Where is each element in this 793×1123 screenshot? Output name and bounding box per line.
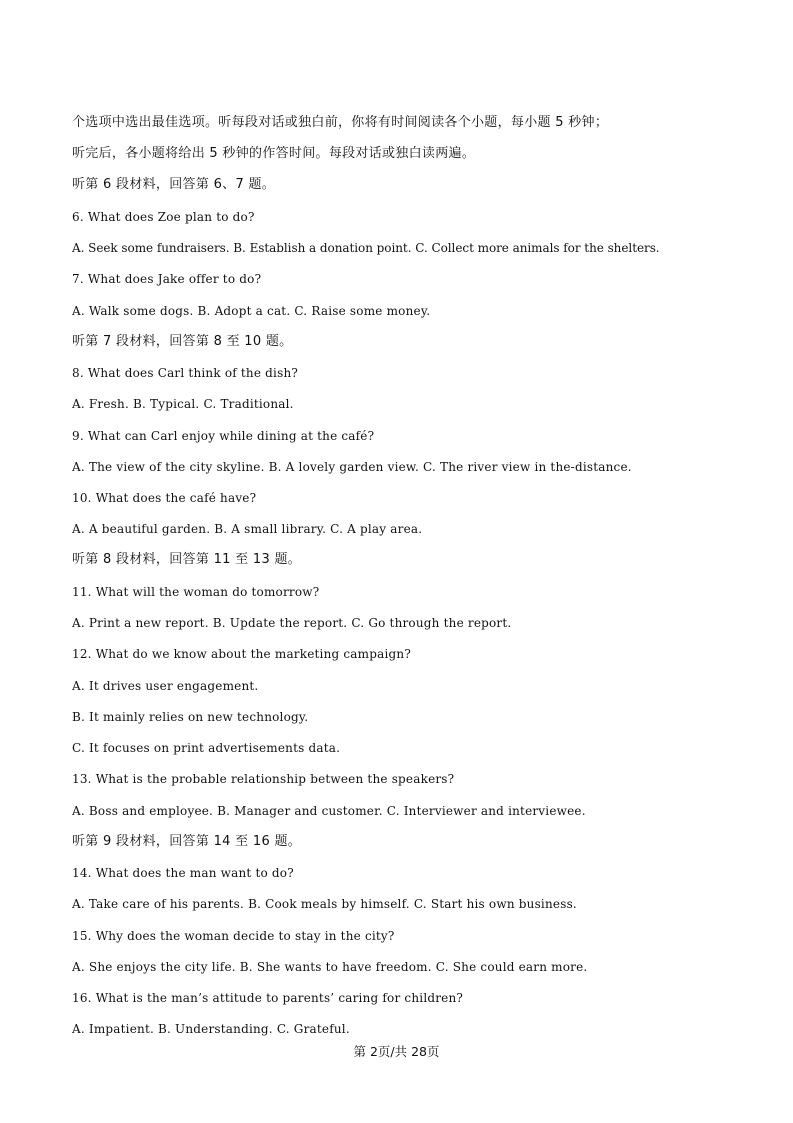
options-13: A. Boss and employee. B. Manager and customer. C. Interviewer and interviewee. (72, 804, 586, 818)
question-11: 11. What will the woman do tomorrow? (72, 585, 320, 599)
instruction-line-2: 听完后，各小题将给出 5 秒钟的作答时间。每段对话或独白读两遍。 (72, 146, 476, 161)
option-12-c: C. It focuses on print advertisements data. (72, 741, 341, 755)
section-heading-9: 听第 9 段材料，回答第 14 至 16 题。 (72, 834, 302, 849)
question-12: 12. What do we know about the marketing campaign? (72, 647, 411, 661)
section-heading-7: 听第 7 段材料，回答第 8 至 10 题。 (72, 334, 293, 349)
question-10: 10. What does the café have? (72, 491, 257, 505)
page-number-footer: 第 2页/共 28页 (353, 1044, 440, 1059)
question-16: 16. What is the man’s attitude to parents’ caring for children? (72, 991, 464, 1005)
options-16: A. Impatient. B. Understanding. C. Grateful. (72, 1022, 350, 1036)
question-8: 8. What does Carl think of the dish? (72, 366, 299, 380)
options-10: A. A beautiful garden. B. A small library. C. A play area. (72, 522, 423, 536)
options-9: A. The view of the city skyline. B. A lovely garden view. C. The river view in the-distance. (72, 460, 632, 474)
instruction-line-1: 个选项中选出最佳选项。听每段对话或独白前，你将有时间阅读各个小题，每小题 5 秒钟； (72, 115, 609, 130)
question-13: 13. What is the probable relationship between the speakers? (72, 772, 455, 786)
options-15: A. She enjoys the city life. B. She wants to have freedom. C. She could earn more. (72, 960, 588, 974)
options-11: A. Print a new report. B. Update the report. C. Go through the report. (72, 616, 512, 630)
question-9: 9. What can Carl enjoy while dining at the café? (72, 429, 375, 443)
options-7: A. Walk some dogs. B. Adopt a cat. C. Raise some money. (72, 304, 431, 318)
options-6: A. Seek some fundraisers. B. Establish a donation point. C. Collect more animals for the shelters. (72, 241, 660, 255)
options-8: A. Fresh. B. Typical. C. Traditional. (72, 397, 294, 411)
question-15: 15. Why does the woman decide to stay in the city? (72, 929, 395, 943)
options-14: A. Take care of his parents. B. Cook meals by himself. C. Start his own business. (72, 897, 577, 911)
section-heading-6: 听第 6 段材料，回答第 6、7 题。 (72, 177, 276, 192)
question-7: 7. What does Jake offer to do? (72, 272, 262, 286)
question-14: 14. What does the man want to do? (72, 866, 294, 880)
option-12-b: B. It mainly relies on new technology. (72, 710, 309, 724)
option-12-a: A. It drives user engagement. (72, 679, 259, 693)
section-heading-8: 听第 8 段材料，回答第 11 至 13 题。 (72, 552, 302, 567)
question-6: 6. What does Zoe plan to do? (72, 210, 255, 224)
